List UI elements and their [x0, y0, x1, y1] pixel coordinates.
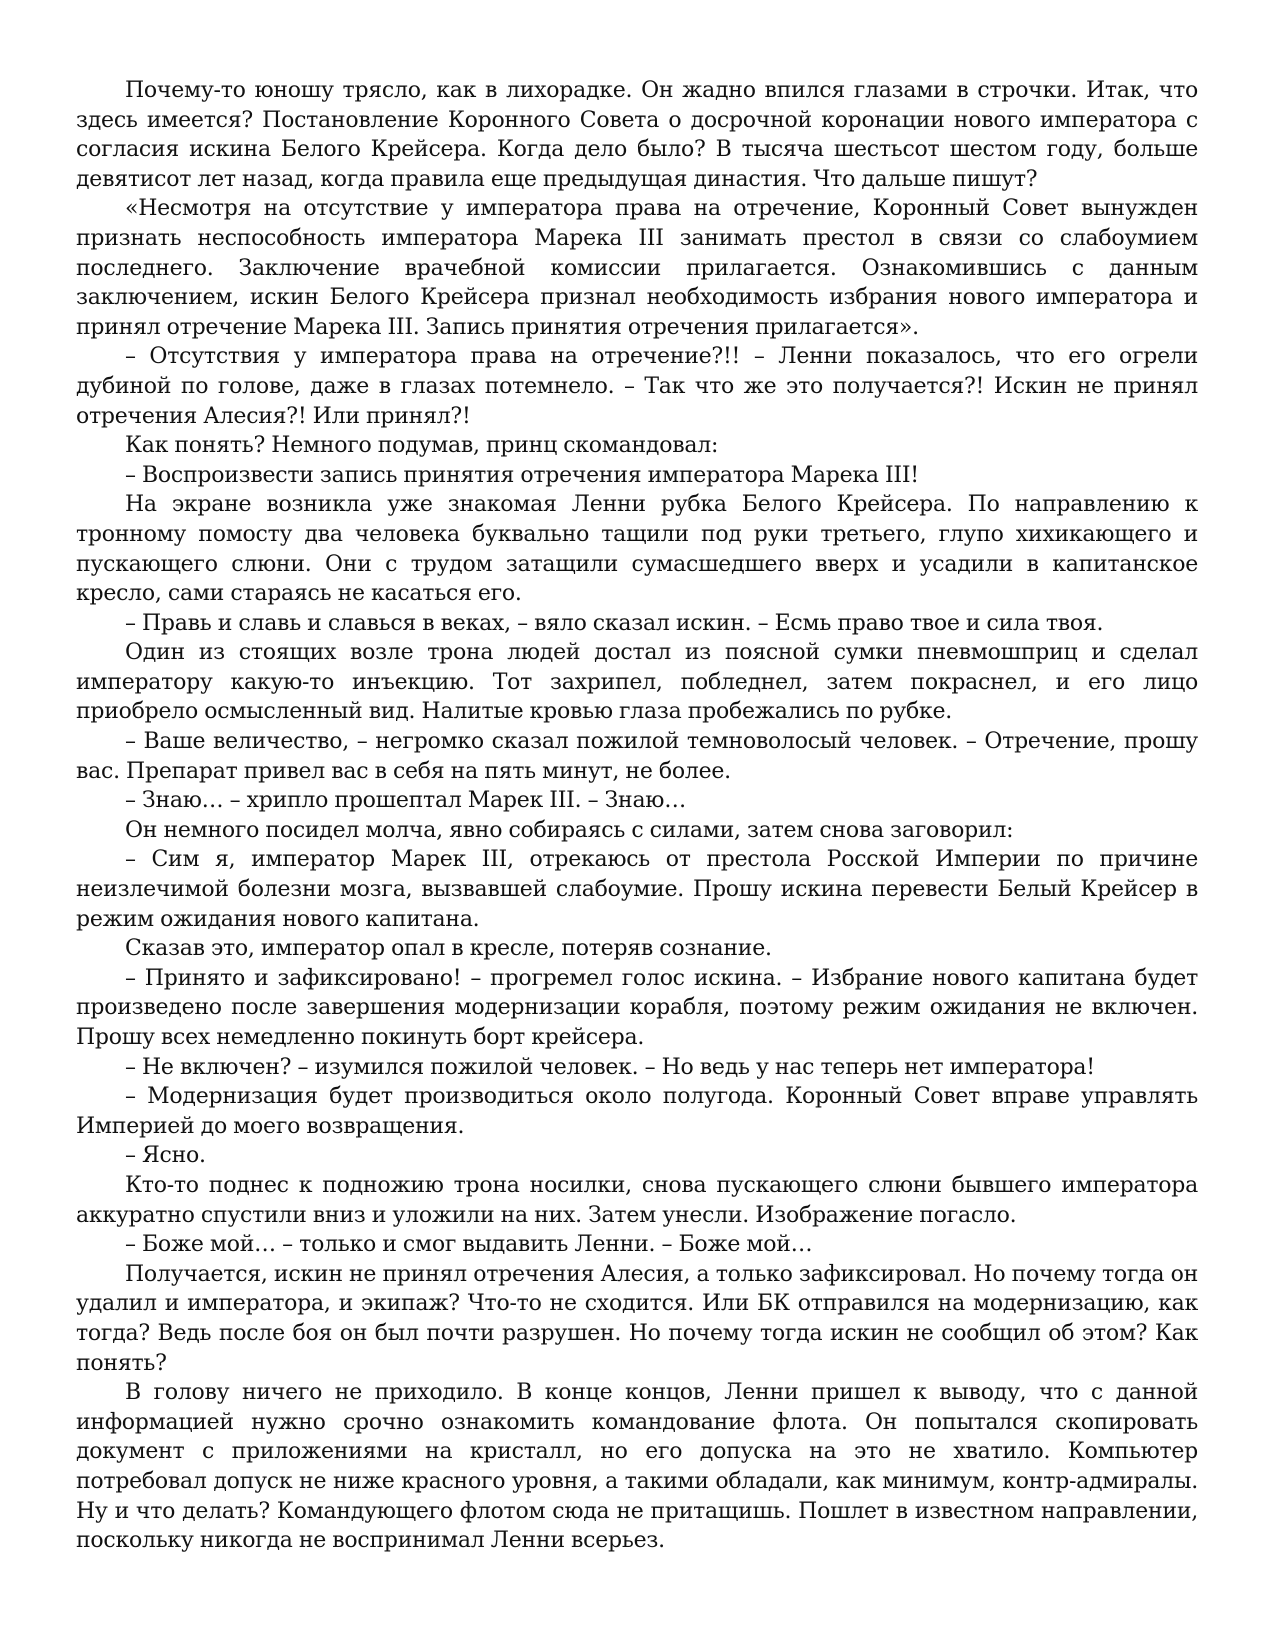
paragraph: На экране возникла уже знакомая Ленни рубка Белого Крейсера. По направлению к тронному помосту два человека буквально тащили под руки третьего, глупо хихикающего и пускающего слюни. Они с трудом затащили сумасшедшего вверх и усадили в капитанское кресло, сами стараясь не касаться его. [76, 492, 1198, 607]
paragraph: Кто-то поднес к подножию трона носилки, снова пускающего слюни бывшего императора аккуратно спустили вниз и уложили на них. Затем унесли. Изображение погасло. [76, 1172, 1198, 1228]
paragraph: Сказав это, император опал в кресле, потеряв сознание. [125, 936, 772, 962]
paragraph: Получается, искин не принял отречения Алесия, а только зафиксировал. Но почему тогда он удалил и императора, и экипаж? Что-то не сходится. Или БК отправился на модернизацию, как тогда? Ведь после боя он был почти разрушен. Но почему тогда искин не сообщил об этом? Как понять? [76, 1261, 1198, 1376]
paragraph: – Отсутствия у императора права на отречение?!! – Ленни показалось, что его огрели дубиной по голове, даже в глазах потемнело. – Так что же это получается?! Искин не принял отречения Алесия?! Или принял?! [76, 344, 1198, 429]
paragraph: Почему-то юношу трясло, как в лихорадке. Он жадно впился глазами в строчки. Итак, что здесь имеется? Постановление Коронного Совета о досрочной коронации нового императора с согласия искина Белого Крейсера. Когда дело было? В тысяча шестьсот шестом году, больше девятисот лет назад, когда правила еще предыдущая династия. Что дальше пишут? [76, 78, 1198, 192]
paragraph: – Сим я, император Марек III, отрекаюсь от престола Росской Империи по причине неизлечимой болезни мозга, вызвавшей слабоумие. Прошу искина перевести Белый Крейсер в режим ожидания нового капитана. [76, 847, 1198, 932]
paragraph: В голову ничего не приходило. В конце концов, Ленни пришел к выводу, что с данной информацией нужно срочно ознакомить командование флота. Он попытался скопировать документ с приложениями на кристалл, но его допуска на это не хватило. Компьютер потребовал допуск не ниже красного уровня, а такими обладали, как минимум, контр-адмиралы. Ну и что делать? Командующего флотом сюда не притащишь. Пошлет в известном направлении, поскольку никогда не воспринимал Ленни всерьез. [76, 1380, 1198, 1554]
paragraph: – Не включен? – изумился пожилой человек. – Но ведь у нас теперь нет императора! [125, 1054, 1095, 1080]
paragraph: – Ваше величество, – негромко сказал пожилой темноволосый человек. – Отречение, прошу вас. Препарат привел вас в себя на пять минут, не более. [76, 729, 1198, 784]
paragraph: – Боже мой… – только и смог выдавить Ленни. – Боже мой… [125, 1232, 813, 1258]
paragraph: Как понять? Немного подумав, принц скомандовал: [125, 433, 719, 459]
paragraph: – Воспроизвести запись принятия отречения императора Марека III! [125, 462, 919, 488]
paragraph: Он немного посидел молча, явно собираясь с силами, затем снова заговорил: [125, 817, 1014, 843]
paragraph: – Правь и славь и славься в веках, – вяло сказал искин. – Есмь право твое и сила твоя. [125, 610, 1104, 636]
paragraph: «Несмотря на отсутствие у императора права на отречение, Коронный Совет вынужден признать неспособность императора Марека III занимать престол в связи со слабоумием последнего. Заключение врачебной комиссии прилагается. Ознакомившись с данным заключением, искин Белого Крейсера признал необходимость избрания нового императора и принял отречение Марека III. Запись принятия отречения прилагается». [76, 196, 1198, 340]
paragraph: – Принято и зафиксировано! – прогремел голос искина. – Избрание нового капитана будет произведено после завершения модернизации корабля, поэтому режим ожидания не включен. Прошу всех немедленно покинуть борт крейсера. [76, 965, 1198, 1050]
document-page [76, 76, 1198, 1556]
paragraph: – Ясно. [125, 1143, 206, 1169]
paragraph: – Знаю… – хрипло прошептал Марек III. – Знаю… [125, 788, 686, 814]
paragraph: Один из стоящих возле трона людей достал из поясной сумки пневмошприц и сделал императору какую-то инъекцию. Тот захрипел, побледнел, затем покраснел, и его лицо приобрело осмысленный вид. Налитые кровью глаза пробежались по рубке. [76, 640, 1198, 725]
paragraph: – Модернизация будет производиться около полугода. Коронный Совет вправе управлять Империей до моего возвращения. [76, 1084, 1198, 1139]
